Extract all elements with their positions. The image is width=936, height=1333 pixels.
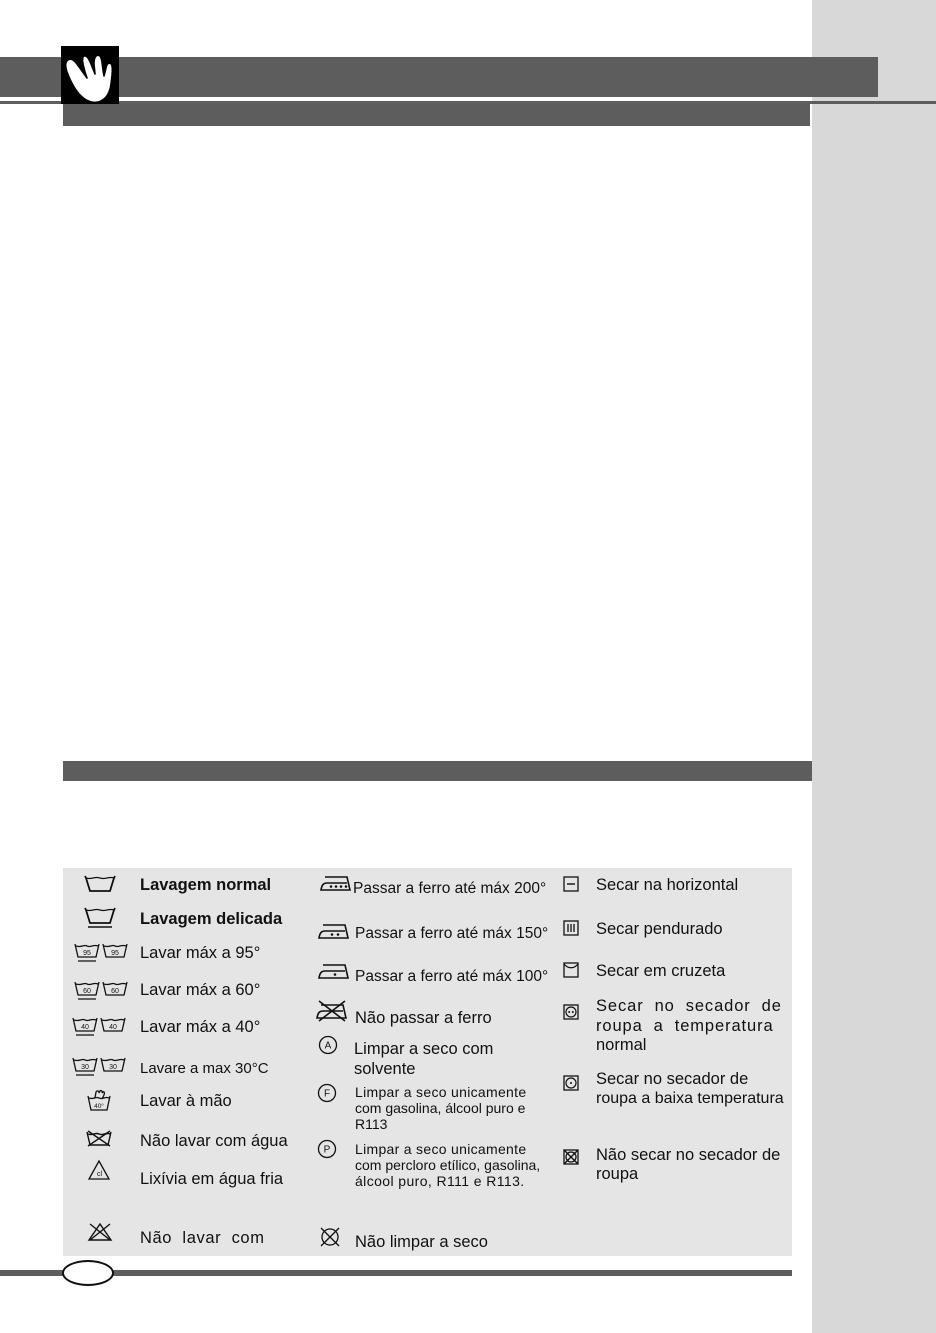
- care-label: Secar em cruzeta: [596, 962, 726, 980]
- care-label: Lavar máx a 60°: [140, 981, 261, 999]
- care-label: Lavare a max 30°C: [140, 1060, 269, 1077]
- svg-text:60: 60: [83, 988, 91, 995]
- dryclean-a-icon: [318, 1035, 338, 1055]
- care-label: Lixívia em água fria: [140, 1170, 284, 1188]
- care-label: Passar a ferro até máx 200°: [353, 880, 547, 897]
- no-dryclean-icon: [319, 1226, 341, 1248]
- care-label: roupa a temperatura: [596, 1017, 774, 1035]
- tumble-dry-normal-icon: [563, 1004, 579, 1020]
- svg-text:F: F: [323, 1088, 331, 1100]
- dry-flat-icon: [563, 876, 579, 892]
- no-iron-icon: [316, 1000, 348, 1022]
- care-label: Secar pendurado: [596, 920, 723, 938]
- wash-40-icon: [72, 1016, 128, 1038]
- hand-icon: [61, 46, 119, 104]
- wash-95-icon: [74, 942, 130, 964]
- iron-100-icon: [318, 962, 350, 980]
- care-label: Passar a ferro até máx 150°: [355, 925, 549, 942]
- section-bar: [63, 761, 812, 781]
- footer-rule: [0, 1270, 792, 1276]
- care-label: Lavagem normal: [140, 876, 272, 894]
- no-tumble-dry-icon: [563, 1149, 579, 1165]
- care-label: roupa: [596, 1165, 639, 1183]
- svg-text:95: 95: [111, 950, 119, 957]
- care-label: Não passar a ferro: [355, 1009, 492, 1027]
- care-label: Lavar máx a 40°: [140, 1018, 261, 1036]
- svg-text:95: 95: [83, 950, 91, 957]
- care-label: com percloro etílico, gasolina,: [355, 1157, 541, 1173]
- care-label: Passar a ferro até máx 100°: [355, 968, 549, 985]
- wash-60-icon: [74, 980, 130, 1002]
- svg-text:40: 40: [109, 1024, 117, 1031]
- care-label: Não lavar com água: [140, 1132, 288, 1150]
- svg-text:30: 30: [81, 1064, 89, 1071]
- iron-200-icon: [320, 874, 352, 892]
- tumble-dry-low-icon: [563, 1075, 579, 1091]
- care-label: Lavar máx a 95°: [140, 944, 261, 962]
- care-label: Limpar a seco unicamente: [355, 1141, 527, 1157]
- washtub-normal-icon: [84, 874, 116, 894]
- care-label: solvente: [354, 1060, 416, 1078]
- svg-text:40°: 40°: [94, 1103, 104, 1110]
- header-bar: [0, 57, 878, 97]
- care-label: Limpar a seco com: [354, 1040, 494, 1058]
- svg-text:A: A: [324, 1040, 332, 1052]
- hand-wash-icon: [87, 1090, 111, 1112]
- svg-text:60: 60: [111, 988, 119, 995]
- care-label: álcool puro, R111 e R113.: [355, 1173, 525, 1189]
- care-label: Limpar a seco unicamente: [355, 1084, 527, 1100]
- page-number-badge: [62, 1260, 114, 1286]
- bleach-cold-icon: [88, 1160, 110, 1180]
- svg-text:cl: cl: [96, 1171, 103, 1178]
- svg-text:40: 40: [81, 1024, 89, 1031]
- washtub-delicate-icon: [84, 906, 116, 930]
- care-label: Lavar à mão: [140, 1092, 232, 1110]
- care-label: com gasolina, álcool puro e: [355, 1100, 526, 1116]
- care-label: Lavagem delicada: [140, 910, 283, 928]
- wash-30-icon: [72, 1056, 128, 1078]
- dryclean-p-icon: [317, 1139, 337, 1159]
- drip-dry-icon: [563, 920, 579, 936]
- care-label: normal: [596, 1036, 647, 1054]
- no-wash-icon: [86, 1130, 112, 1148]
- care-label: Secar no secador de: [596, 997, 782, 1015]
- svg-text:P: P: [323, 1144, 331, 1156]
- care-label: R113: [355, 1116, 388, 1132]
- dryclean-f-icon: [317, 1083, 337, 1103]
- line-dry-icon: [563, 962, 579, 978]
- side-panel: [812, 0, 936, 1333]
- care-label: roupa a baixa temperatura: [596, 1090, 784, 1107]
- care-label: Não limpar a seco: [355, 1233, 488, 1251]
- care-label: Não secar no secador de: [596, 1146, 781, 1164]
- header-subbar: [63, 104, 810, 126]
- care-label: Não lavar com: [140, 1229, 265, 1247]
- care-label: Secar no secador de: [596, 1070, 749, 1088]
- care-label: Secar na horizontal: [596, 876, 739, 894]
- svg-text:30: 30: [109, 1064, 117, 1071]
- iron-150-icon: [318, 922, 350, 940]
- no-bleach-icon: [87, 1222, 113, 1242]
